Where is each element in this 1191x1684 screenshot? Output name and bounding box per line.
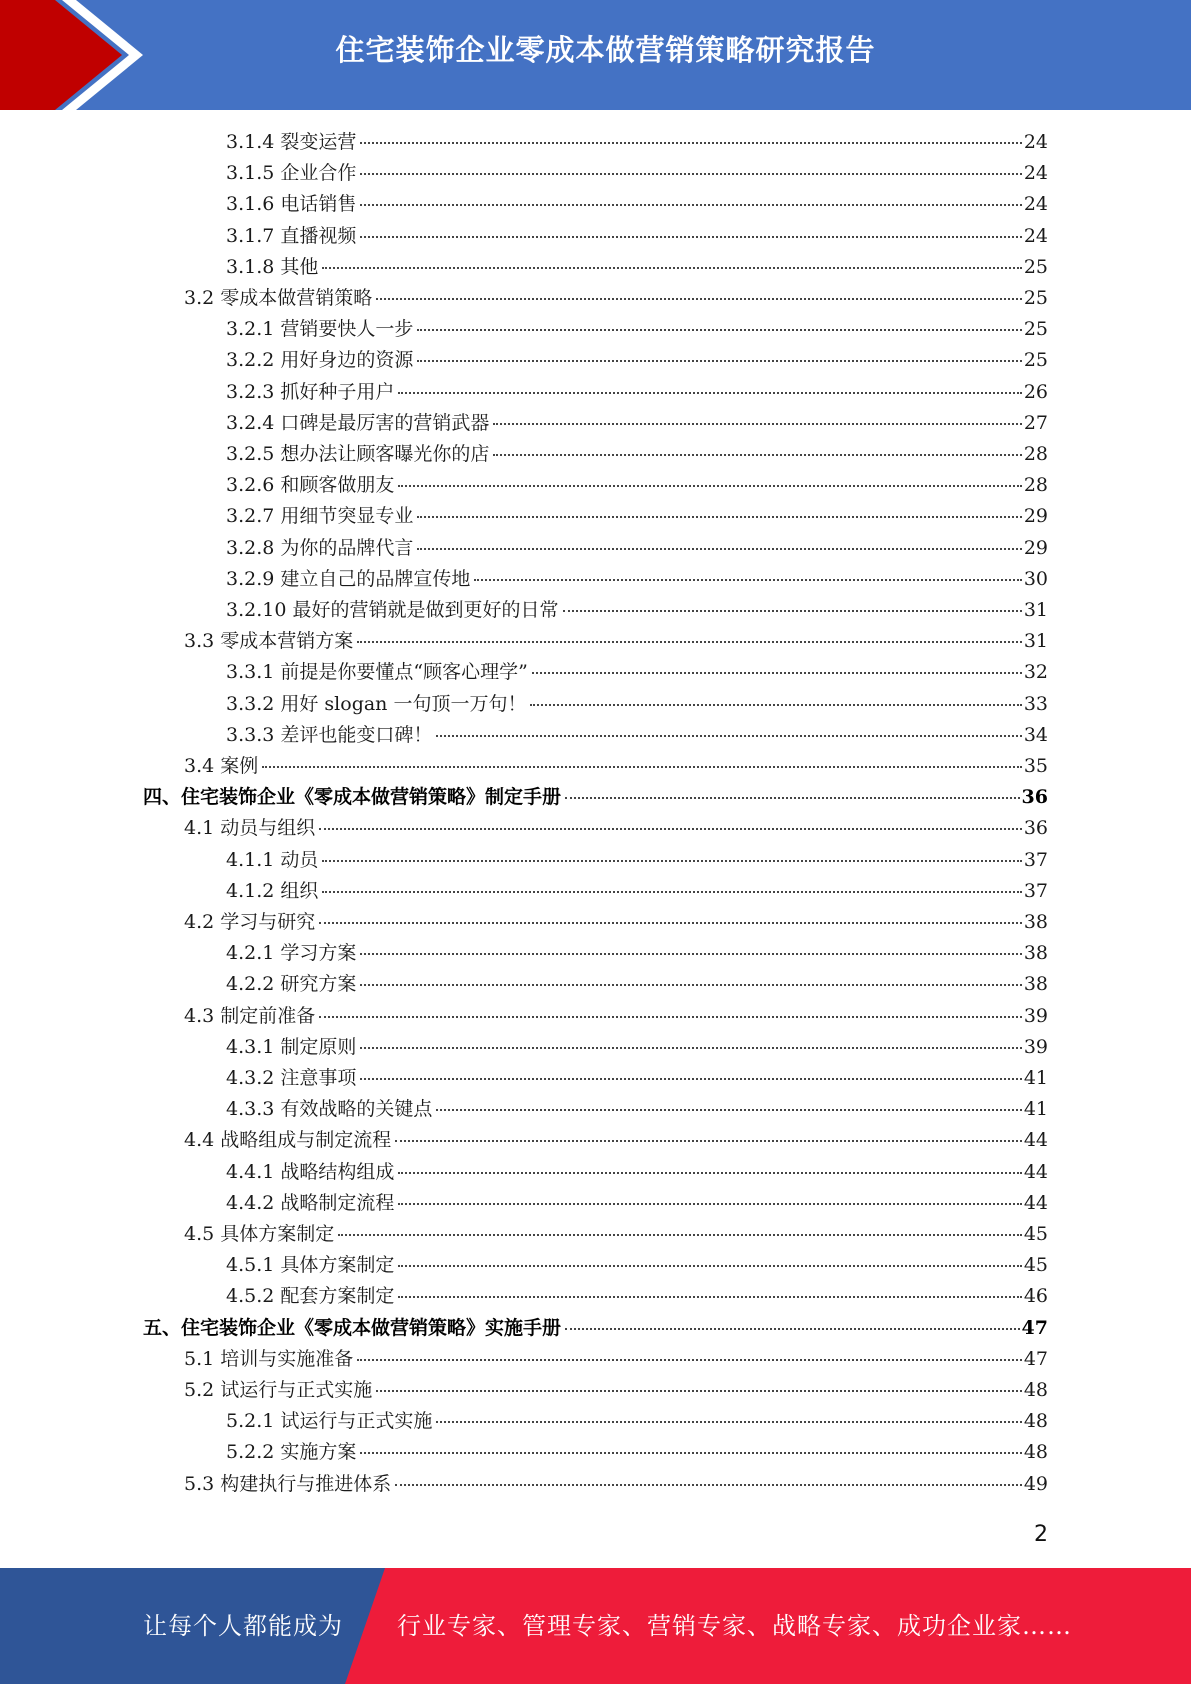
toc-entry[interactable] xyxy=(226,1157,1048,1188)
toc-entry-page: 25 xyxy=(1023,318,1048,340)
toc-entry-title: 战略组成与制定流程 xyxy=(220,1129,392,1151)
toc-entry-number: 4.1.2 xyxy=(226,880,281,902)
toc-entry-title: 建立自己的品牌宣传地 xyxy=(280,568,471,590)
toc-entry-number: 3.2.1 xyxy=(226,318,281,340)
toc-entry-page: 38 xyxy=(1023,911,1048,933)
toc-entry[interactable] xyxy=(226,127,1048,158)
toc-entry-page: 27 xyxy=(1023,412,1048,434)
toc-entry-page: 33 xyxy=(1023,693,1048,715)
toc-dot-leader xyxy=(360,1078,1021,1080)
toc-entry-page: 39 xyxy=(1023,1005,1048,1027)
toc-entry-number: 4.5.1 xyxy=(226,1254,281,1276)
toc-entry-number: 4.3 xyxy=(184,1005,221,1027)
toc-entry[interactable] xyxy=(226,252,1048,283)
toc-entry-title: 学习方案 xyxy=(280,942,357,964)
toc-dot-leader xyxy=(322,860,1021,862)
toc-entry-number: 3.2.10 xyxy=(226,599,293,621)
toc-entry[interactable] xyxy=(184,1344,1048,1375)
toc-entry-number: 3.2.2 xyxy=(226,349,281,371)
toc-entry[interactable] xyxy=(226,845,1048,876)
toc-dot-leader xyxy=(376,1390,1022,1392)
toc-entry[interactable] xyxy=(226,595,1048,626)
toc-entry-page: 25 xyxy=(1023,256,1048,278)
toc-entry[interactable] xyxy=(226,1063,1048,1094)
toc-dot-leader xyxy=(376,298,1022,300)
toc-entry-number: 3.3.1 xyxy=(226,661,281,683)
toc-entry-page: 48 xyxy=(1023,1441,1048,1463)
toc-entry-page: 44 xyxy=(1023,1192,1048,1214)
toc-entry-page: 39 xyxy=(1023,1036,1048,1058)
toc-entry-title: 裂变运营 xyxy=(280,131,357,153)
toc-entry[interactable] xyxy=(184,907,1048,938)
toc-entry-title: 用好身边的资源 xyxy=(280,349,414,371)
toc-dot-leader xyxy=(360,1047,1021,1049)
toc-entry[interactable] xyxy=(226,1032,1048,1063)
toc-entry-title: 战略制定流程 xyxy=(280,1192,395,1214)
toc-dot-leader xyxy=(417,360,1021,362)
toc-entry-title: 五、住宅装饰企业《零成本做营销策略》实施手册 xyxy=(143,1317,562,1339)
toc-entry[interactable] xyxy=(226,158,1048,189)
toc-entry-title: 营销要快人一步 xyxy=(280,318,414,340)
toc-entry[interactable] xyxy=(226,1094,1048,1125)
toc-dot-leader xyxy=(417,329,1021,331)
toc-entry-page: 34 xyxy=(1023,724,1048,746)
toc-dot-leader xyxy=(357,1359,1022,1361)
toc-entry-page: 45 xyxy=(1023,1223,1048,1245)
toc-entry[interactable] xyxy=(226,314,1048,345)
toc-dot-leader xyxy=(417,516,1021,518)
toc-entry-title: 动员与组织 xyxy=(220,817,316,839)
toc-entry-page: 38 xyxy=(1023,942,1048,964)
toc-entry-title: 想办法让顾客曝光你的店 xyxy=(280,443,490,465)
toc-entry-title: 口碑是最厉害的营销武器 xyxy=(280,412,490,434)
toc-entry-page: 29 xyxy=(1023,505,1048,527)
toc-entry-page: 45 xyxy=(1023,1254,1048,1276)
toc-entry-number: 3.2.5 xyxy=(226,443,281,465)
toc-dot-leader xyxy=(360,204,1021,206)
toc-dot-leader xyxy=(493,454,1021,456)
toc-entry[interactable] xyxy=(226,938,1048,969)
toc-entry-page: 28 xyxy=(1023,474,1048,496)
page-number: 2 xyxy=(1034,1522,1048,1547)
toc-dot-leader xyxy=(338,1234,1022,1236)
toc-dot-leader xyxy=(398,1203,1021,1205)
toc-entry[interactable] xyxy=(184,283,1048,314)
page-header xyxy=(0,0,1191,110)
toc-entry-number: 3.1.7 xyxy=(226,225,281,247)
toc-entry-title: 有效战略的关键点 xyxy=(280,1098,433,1120)
toc-dot-leader xyxy=(532,672,1022,674)
toc-entry-number: 4.5 xyxy=(184,1223,221,1245)
toc-entry-number: 3.2.3 xyxy=(226,381,281,403)
toc-entry-page: 36 xyxy=(1023,817,1048,839)
toc-entry-number: 5.1 xyxy=(184,1348,221,1370)
toc-entry-page: 32 xyxy=(1023,661,1048,683)
toc-entry-page: 31 xyxy=(1023,630,1048,652)
toc-entry-page: 41 xyxy=(1023,1098,1048,1120)
toc-entry[interactable] xyxy=(226,1437,1048,1468)
toc-entry-title: 最好的营销就是做到更好的日常 xyxy=(292,599,559,621)
document-title: 住宅装饰企业零成本做营销策略研究报告 xyxy=(335,33,876,67)
toc-dot-leader xyxy=(474,579,1021,581)
toc-entry[interactable] xyxy=(226,439,1048,470)
toc-entry[interactable] xyxy=(226,1406,1048,1437)
toc-entry-title: 动员 xyxy=(280,849,319,871)
toc-entry-page: 47 xyxy=(1023,1348,1048,1370)
toc-entry-page: 25 xyxy=(1023,349,1048,371)
toc-entry[interactable] xyxy=(226,657,1048,688)
toc-dot-leader xyxy=(398,1265,1021,1267)
toc-entry-title: 试运行与正式实施 xyxy=(280,1410,433,1432)
toc-entry-number: 5.2.2 xyxy=(226,1441,281,1463)
toc-dot-leader xyxy=(395,1484,1022,1486)
toc-entry-page: 29 xyxy=(1023,537,1048,559)
toc-entry[interactable] xyxy=(226,1281,1048,1312)
toc-entry-title: 和顾客做朋友 xyxy=(280,474,395,496)
toc-dot-leader xyxy=(398,1172,1021,1174)
toc-entry[interactable] xyxy=(184,1125,1048,1156)
toc-entry-title: 为你的品牌代言 xyxy=(280,537,414,559)
toc-entry[interactable] xyxy=(226,345,1048,376)
toc-entry-title: 抓好种子用户 xyxy=(280,381,395,403)
toc-entry-page: 49 xyxy=(1023,1473,1048,1495)
toc-entry[interactable] xyxy=(226,189,1048,220)
footer-slogan-right: 行业专家、管理专家、营销专家、战略专家、成功企业家…… xyxy=(397,1612,1072,1640)
toc-dot-leader xyxy=(530,704,1021,706)
toc-entry[interactable] xyxy=(184,751,1048,782)
toc-entry-number: 4.3.2 xyxy=(226,1067,281,1089)
toc-entry-title: 其他 xyxy=(280,256,319,278)
toc-entry-number: 5.3 xyxy=(184,1473,221,1495)
toc-dot-leader xyxy=(417,548,1021,550)
toc-entry-number: 3.1.6 xyxy=(226,193,281,215)
toc-dot-leader xyxy=(398,1296,1021,1298)
toc-entry-number: 4.1 xyxy=(184,817,221,839)
toc-entry[interactable] xyxy=(184,1219,1048,1250)
toc-entry-number: 3.1.8 xyxy=(226,256,281,278)
toc-entry-number: 3.2.9 xyxy=(226,568,281,590)
toc-chapter-entry[interactable] xyxy=(143,782,1048,813)
toc-entry-number: 3.3.2 xyxy=(226,693,281,715)
toc-entry-page: 48 xyxy=(1023,1410,1048,1432)
toc-entry-page: 47 xyxy=(1021,1317,1048,1339)
toc-entry-title: 培训与实施准备 xyxy=(220,1348,354,1370)
toc-entry-title: 零成本做营销策略 xyxy=(220,287,373,309)
toc-entry-page: 48 xyxy=(1023,1379,1048,1401)
toc-entry-page: 37 xyxy=(1023,880,1048,902)
toc-entry[interactable] xyxy=(226,1188,1048,1219)
toc-entry-page: 41 xyxy=(1023,1067,1048,1089)
toc-entry[interactable] xyxy=(226,720,1048,751)
toc-entry[interactable] xyxy=(184,626,1048,657)
toc-entry-title: 直播视频 xyxy=(280,225,357,247)
toc-dot-leader xyxy=(360,984,1021,986)
toc-dot-leader xyxy=(360,236,1021,238)
toc-dot-leader xyxy=(262,766,1022,768)
toc-dot-leader xyxy=(563,610,1022,612)
toc-entry[interactable] xyxy=(226,221,1048,252)
toc-entry[interactable] xyxy=(226,377,1048,408)
toc-entry-page: 28 xyxy=(1023,443,1048,465)
toc-dot-leader xyxy=(319,922,1022,924)
toc-entry-title: 组织 xyxy=(280,880,319,902)
toc-entry-title: 零成本营销方案 xyxy=(220,630,354,652)
toc-entry[interactable] xyxy=(226,533,1048,564)
toc-entry-number: 4.4 xyxy=(184,1129,221,1151)
toc-entry-title: 制定前准备 xyxy=(220,1005,316,1027)
toc-entry-title: 四、住宅装饰企业《零成本做营销策略》制定手册 xyxy=(143,786,562,808)
toc-dot-leader xyxy=(493,423,1021,425)
toc-entry-number: 4.2.1 xyxy=(226,942,281,964)
toc-entry-title: 用细节突显专业 xyxy=(280,505,414,527)
toc-entry-page: 30 xyxy=(1023,568,1048,590)
toc-entry-title: 电话销售 xyxy=(280,193,357,215)
toc-entry-page: 24 xyxy=(1023,162,1048,184)
toc-entry-number: 3.2.6 xyxy=(226,474,281,496)
toc-entry-number: 3.2.7 xyxy=(226,505,281,527)
toc-entry-number: 3.4 xyxy=(184,755,221,777)
toc-entry-title: 学习与研究 xyxy=(220,911,316,933)
toc-entry-title: 战略结构组成 xyxy=(280,1161,395,1183)
toc-entry-title: 制定原则 xyxy=(280,1036,357,1058)
toc-entry-number: 4.4.1 xyxy=(226,1161,281,1183)
toc-entry-number: 3.3.3 xyxy=(226,724,281,746)
toc-entry-number: 3.3 xyxy=(184,630,221,652)
toc-entry-title: 案例 xyxy=(220,755,259,777)
toc-entry-page: 25 xyxy=(1023,287,1048,309)
toc-entry[interactable] xyxy=(226,408,1048,439)
toc-entry-title: 配套方案制定 xyxy=(280,1285,395,1307)
footer-slogan-left: 让每个人都能成为 xyxy=(143,1612,343,1640)
toc-dot-leader xyxy=(436,1109,1021,1111)
toc-dot-leader xyxy=(436,735,1021,737)
toc-entry-page: 46 xyxy=(1023,1285,1048,1307)
toc-dot-leader xyxy=(360,142,1021,144)
toc-dot-leader xyxy=(322,267,1021,269)
toc-entry[interactable] xyxy=(184,1001,1048,1032)
toc-entry-number: 4.1.1 xyxy=(226,849,281,871)
toc-entry-number: 4.3.3 xyxy=(226,1098,281,1120)
toc-entry-page: 24 xyxy=(1023,225,1048,247)
toc-entry[interactable] xyxy=(226,564,1048,595)
toc-entry-number: 3.2.4 xyxy=(226,412,281,434)
toc-entry[interactable] xyxy=(226,689,1048,720)
toc-chapter-entry[interactable] xyxy=(143,1313,1048,1344)
toc-entry-number: 5.2.1 xyxy=(226,1410,281,1432)
toc-entry-title: 企业合作 xyxy=(280,162,357,184)
toc-entry-title: 试运行与正式实施 xyxy=(220,1379,373,1401)
toc-entry[interactable] xyxy=(184,813,1048,844)
toc-dot-leader xyxy=(360,953,1021,955)
toc-entry[interactable] xyxy=(226,876,1048,907)
toc-dot-leader xyxy=(565,1328,1020,1330)
toc-entry-page: 24 xyxy=(1023,193,1048,215)
toc-dot-leader xyxy=(398,485,1021,487)
toc-entry-number: 3.2.8 xyxy=(226,537,281,559)
toc-dot-leader xyxy=(395,1140,1022,1142)
toc-entry-number: 4.2 xyxy=(184,911,221,933)
toc-dot-leader xyxy=(360,173,1021,175)
toc-entry-title: 前提是你要懂点“顾客心理学” xyxy=(280,661,528,683)
toc-entry-page: 26 xyxy=(1023,381,1048,403)
toc-dot-leader xyxy=(322,891,1021,893)
toc-entry-number: 3.1.5 xyxy=(226,162,281,184)
toc-dot-leader xyxy=(398,392,1021,394)
toc-entry-page: 44 xyxy=(1023,1161,1048,1183)
toc-dot-leader xyxy=(565,797,1020,799)
toc-dot-leader xyxy=(436,1421,1021,1423)
toc-entry-page: 31 xyxy=(1023,599,1048,621)
toc-entry-number: 4.5.2 xyxy=(226,1285,281,1307)
toc-entry-page: 35 xyxy=(1023,755,1048,777)
toc-entry-title: 用好 slogan 一句顶一万句！ xyxy=(280,693,527,715)
toc-entry[interactable] xyxy=(226,470,1048,501)
toc-entry[interactable] xyxy=(226,969,1048,1000)
toc-entry-title: 研究方案 xyxy=(280,973,357,995)
toc-dot-leader xyxy=(357,641,1022,643)
toc-entry-title: 实施方案 xyxy=(280,1441,357,1463)
toc-entry-number: 4.3.1 xyxy=(226,1036,281,1058)
page-footer xyxy=(0,1568,1191,1684)
toc-entry-page: 24 xyxy=(1023,131,1048,153)
toc-dot-leader xyxy=(319,1016,1022,1018)
toc-entry-number: 5.2 xyxy=(184,1379,221,1401)
toc-entry-number: 3.1.4 xyxy=(226,131,281,153)
toc-entry-title: 构建执行与推进体系 xyxy=(220,1473,392,1495)
toc-entry-title: 具体方案制定 xyxy=(280,1254,395,1276)
toc-entry-page: 44 xyxy=(1023,1129,1048,1151)
toc-entry[interactable] xyxy=(184,1469,1048,1500)
toc-entry-number: 3.2 xyxy=(184,287,221,309)
toc-entry[interactable] xyxy=(226,501,1048,532)
toc-entry-number: 4.2.2 xyxy=(226,973,281,995)
toc-entry-page: 38 xyxy=(1023,973,1048,995)
toc-entry-title: 具体方案制定 xyxy=(220,1223,335,1245)
toc-entry[interactable] xyxy=(226,1250,1048,1281)
toc-entry-number: 4.4.2 xyxy=(226,1192,281,1214)
toc-dot-leader xyxy=(319,828,1022,830)
toc-entry-page: 36 xyxy=(1021,786,1048,808)
toc-entry-title: 注意事项 xyxy=(280,1067,357,1089)
toc-dot-leader xyxy=(360,1452,1021,1454)
toc-entry-title: 差评也能变口碑！ xyxy=(280,724,433,746)
toc-entry-page: 37 xyxy=(1023,849,1048,871)
toc-entry[interactable] xyxy=(184,1375,1048,1406)
